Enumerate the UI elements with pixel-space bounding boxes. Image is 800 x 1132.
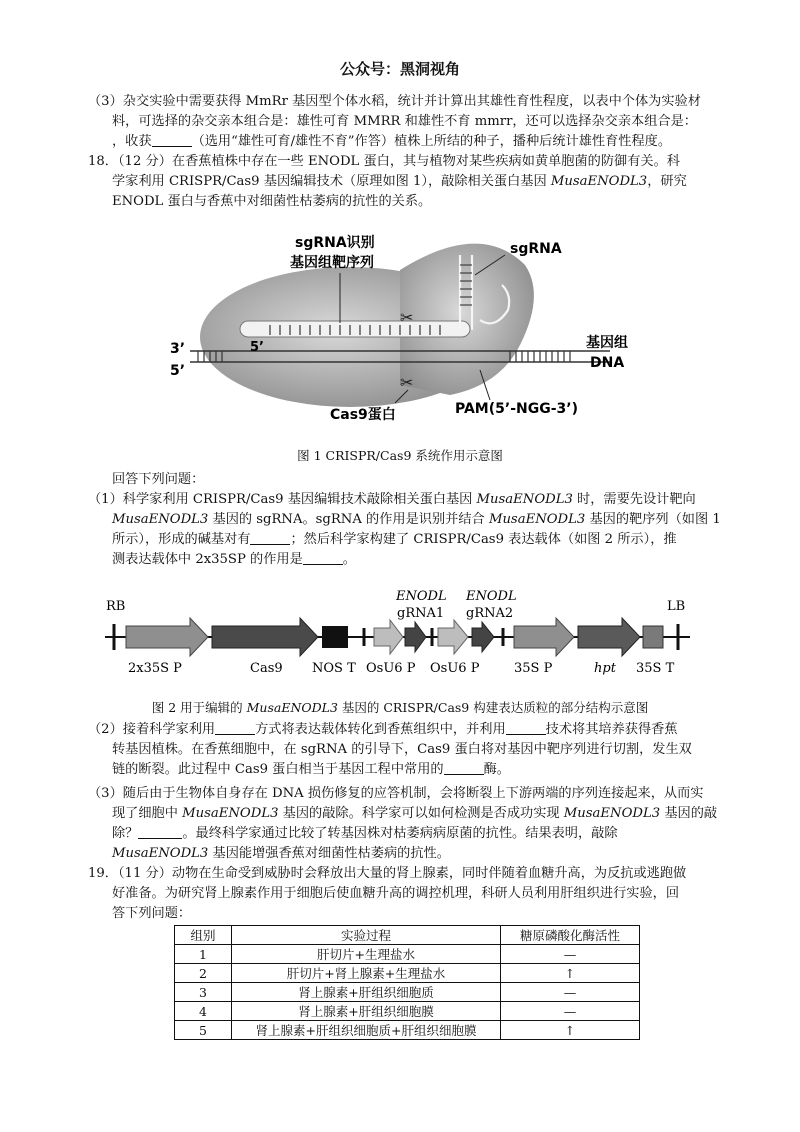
fig2-label-grna1: gRNA1 [397, 606, 445, 621]
fig2-label-enodl1: ENODL [396, 589, 447, 604]
q18-3-line4: MusaENODL3 基因能增强香蕉对细菌性枯萎病的抗性。 [112, 846, 450, 861]
q18-3-line3: 除？ 。最终科学家通过比较了转基因株对枯萎病病原菌的抗性。结果表明，敲除 [112, 826, 618, 841]
figure-2-plasmid-diagram [100, 588, 700, 680]
table-cell: 5 [175, 1021, 232, 1040]
q18-2-line3: 链的断裂。此过程中 Cas9 蛋白相当于基因工程中常用的 酶。 [112, 762, 510, 777]
fig2-label-rb: RB [106, 599, 126, 614]
fig2-label-2x35s-p: 2x35S P [128, 661, 182, 676]
q17-3-line1: （3）杂交实验中需要获得 MmRr 基因型个体水稻，统计并计算出其雄性育性程度，以表中个体为实验材 [88, 94, 701, 109]
fig1-label-sgrna: sgRNA [510, 241, 562, 257]
table-row [175, 1002, 640, 1021]
q19-line3: 答下列问题： [112, 906, 192, 921]
scissors-icon: ✂ [400, 308, 414, 327]
q18-1-line4: 测表达载体中 2x35SP 的作用是 。 [112, 552, 356, 567]
fig1-label-3prime: 3’ [170, 341, 186, 357]
fig2-label-osu6-p-2: OsU6 P [430, 661, 480, 676]
q18-1-line1: （1）科学家利用 CRISPR/Cas9 基因编辑技术敲除相关蛋白基因 MusaENODL3 时，需要先设计靶向 [88, 492, 696, 507]
q18-1-line2: MusaENODL3 基因的 sgRNA。sgRNA 的作用是识别并结合 MusaENODL3 基因的靶序列（如图 1 [112, 512, 721, 527]
table-cell: 肝切片+肾上腺素+生理盐水 [232, 964, 501, 983]
fig1-label-5prime: 5’ [170, 363, 186, 379]
element-grna1 [405, 622, 426, 652]
table-cell: 肾上腺素+肝组织细胞质 [232, 983, 501, 1002]
fig2-label-enodl2: ENODL [466, 589, 517, 604]
answer-blank[interactable] [250, 530, 290, 545]
fig1-label-genome: 基因组 [586, 335, 628, 351]
fig1-label-cas9: Cas9蛋白 [330, 407, 396, 423]
table-cell: 3 [175, 983, 232, 1002]
answer-intro: 回答下列问题： [112, 472, 205, 487]
table-cell: — [501, 945, 640, 964]
table-cell: 1 [175, 945, 232, 964]
answer-blank[interactable] [444, 760, 484, 775]
fig1-label-pam: PAM(5’-NGG-3’) [455, 401, 578, 417]
table-row [175, 964, 640, 983]
q18-line3: ENODL 蛋白与香蕉中对细菌性枯萎病的抗性的关系。 [112, 194, 432, 209]
element-35s-promoter [514, 618, 574, 656]
table-header: 实验过程 [232, 926, 501, 945]
table-row [175, 945, 640, 964]
table-cell: 肾上腺素+肝组织细胞质+肝组织细胞膜 [232, 1021, 501, 1040]
element-2x35s-promoter [126, 618, 208, 656]
element-grna2 [472, 622, 494, 652]
element-hpt [578, 618, 640, 656]
element-cas9 [212, 618, 318, 656]
q19-line1: 19．（11 分）动物在生命受到威胁时会释放出大量的肾上腺素，同时伴随着血糖升高，为反抗或逃跑做 [88, 866, 687, 881]
figure-1-caption: 图 1 CRISPR/Cas9 系统作用示意图 [297, 448, 503, 463]
q17-3-line2: 料，可选择的杂交亲本组合是：雄性可育 MMRR 和雄性不育 mmrr，还可以选择杂交亲本组合是： [112, 114, 697, 129]
element-35s-terminator [643, 626, 663, 648]
figure-1-crispr-diagram [150, 225, 650, 435]
fig2-label-35s-p: 35S P [514, 661, 553, 676]
table-cell: 肝切片+生理盐水 [232, 945, 501, 964]
q19-line2: 好准备。为研究肾上腺素作用于细胞后使血糖升高的调控机理，科研人员利用肝组织进行实验，回 [112, 886, 680, 901]
element-osu6-promoter-1 [374, 620, 403, 654]
q18-line2: 学家利用 CRISPR/Cas9 基因编辑技术（原理如图 1），敲除相关蛋白基因 MusaENODL3，研究 [112, 174, 687, 189]
watermark: 公众号：黑洞视角 [339, 60, 460, 78]
table-cell: — [501, 1002, 640, 1021]
fig1-label-sgrna-recognition: sgRNA识别 [295, 235, 375, 251]
q18-3-line2: 现了细胞中 MusaENODL3 基因的敲除。科学家可以如何检测是否成功实现 MusaENODL3 基因的敲 [112, 806, 718, 821]
fig2-label-lb: LB [667, 599, 686, 614]
table-header: 糖原磷酸化酶活性 [501, 926, 640, 945]
q18-3-line1: （3）随后由于生物体自身存在 DNA 损伤修复的应答机制，会将断裂上下游两端的序列连接起来，从而实 [88, 786, 704, 801]
q18-1-line3: 所示），形成的碱基对有 ；然后科学家构建了 CRISPR/Cas9 表达载体（如图 2 所示），推 [112, 532, 677, 547]
q18-line1: 18．（12 分）在香蕉植株中存在一些 ENODL 蛋白，其与植物对某些疾病如黄单胞菌的防御有关。科 [88, 154, 680, 169]
table-cell: 4 [175, 1002, 232, 1021]
fig1-label-5prime-inner: 5’ [250, 340, 264, 355]
answer-blank[interactable] [152, 132, 192, 147]
answer-blank[interactable] [215, 720, 255, 735]
answer-blank[interactable] [506, 720, 546, 735]
table-header: 组别 [175, 926, 232, 945]
table-row [175, 1021, 640, 1040]
answer-blank[interactable] [138, 824, 182, 839]
table-header-row [175, 926, 640, 945]
scissors-icon: ✂ [400, 373, 414, 392]
fig2-label-grna2: gRNA2 [466, 606, 514, 621]
table-cell: ↑ [501, 964, 640, 983]
q18-2-line2: 转基因植株。在香蕉细胞中，在 sgRNA 的引导下，Cas9 蛋白将对基因中靶序列进行切割，发生双 [112, 742, 692, 757]
experiment-table [174, 925, 640, 1040]
table-cell: 肾上腺素+肝组织细胞膜 [232, 1002, 501, 1021]
q18-2-line1: （2）接着科学家利用 方式将表达载体转化到香蕉组织中，并利用 技术将其培养获得香蕉 [88, 722, 678, 737]
fig2-label-hpt: hpt [594, 661, 616, 676]
element-osu6-promoter-2 [438, 620, 468, 654]
table-cell: 2 [175, 964, 232, 983]
table-row [175, 983, 640, 1002]
fig2-label-35s-t: 35S T [636, 661, 675, 676]
table-cell: — [501, 983, 640, 1002]
q17-3-line3: ，收获 （选用“雄性可育/雄性不育”作答）植株上所结的种子，播种后统计雄性育性程度。 [112, 134, 672, 149]
fig1-label-dna: DNA [590, 355, 625, 371]
table-cell: ↑ [501, 1021, 640, 1040]
fig2-label-nos-t: NOS T [312, 661, 356, 676]
fig1-label-genome-target: 基因组靶序列 [290, 255, 374, 271]
fig2-label-cas9: Cas9 [250, 661, 283, 676]
element-nos-terminator [322, 626, 348, 648]
answer-blank[interactable] [303, 550, 343, 565]
fig2-label-osu6-p-1: OsU6 P [366, 661, 416, 676]
figure-2-caption: 图 2 用于编辑的 MusaENODL3 基因的 CRISPR/Cas9 构建表达质粒的部分结构示意图 [151, 700, 649, 715]
